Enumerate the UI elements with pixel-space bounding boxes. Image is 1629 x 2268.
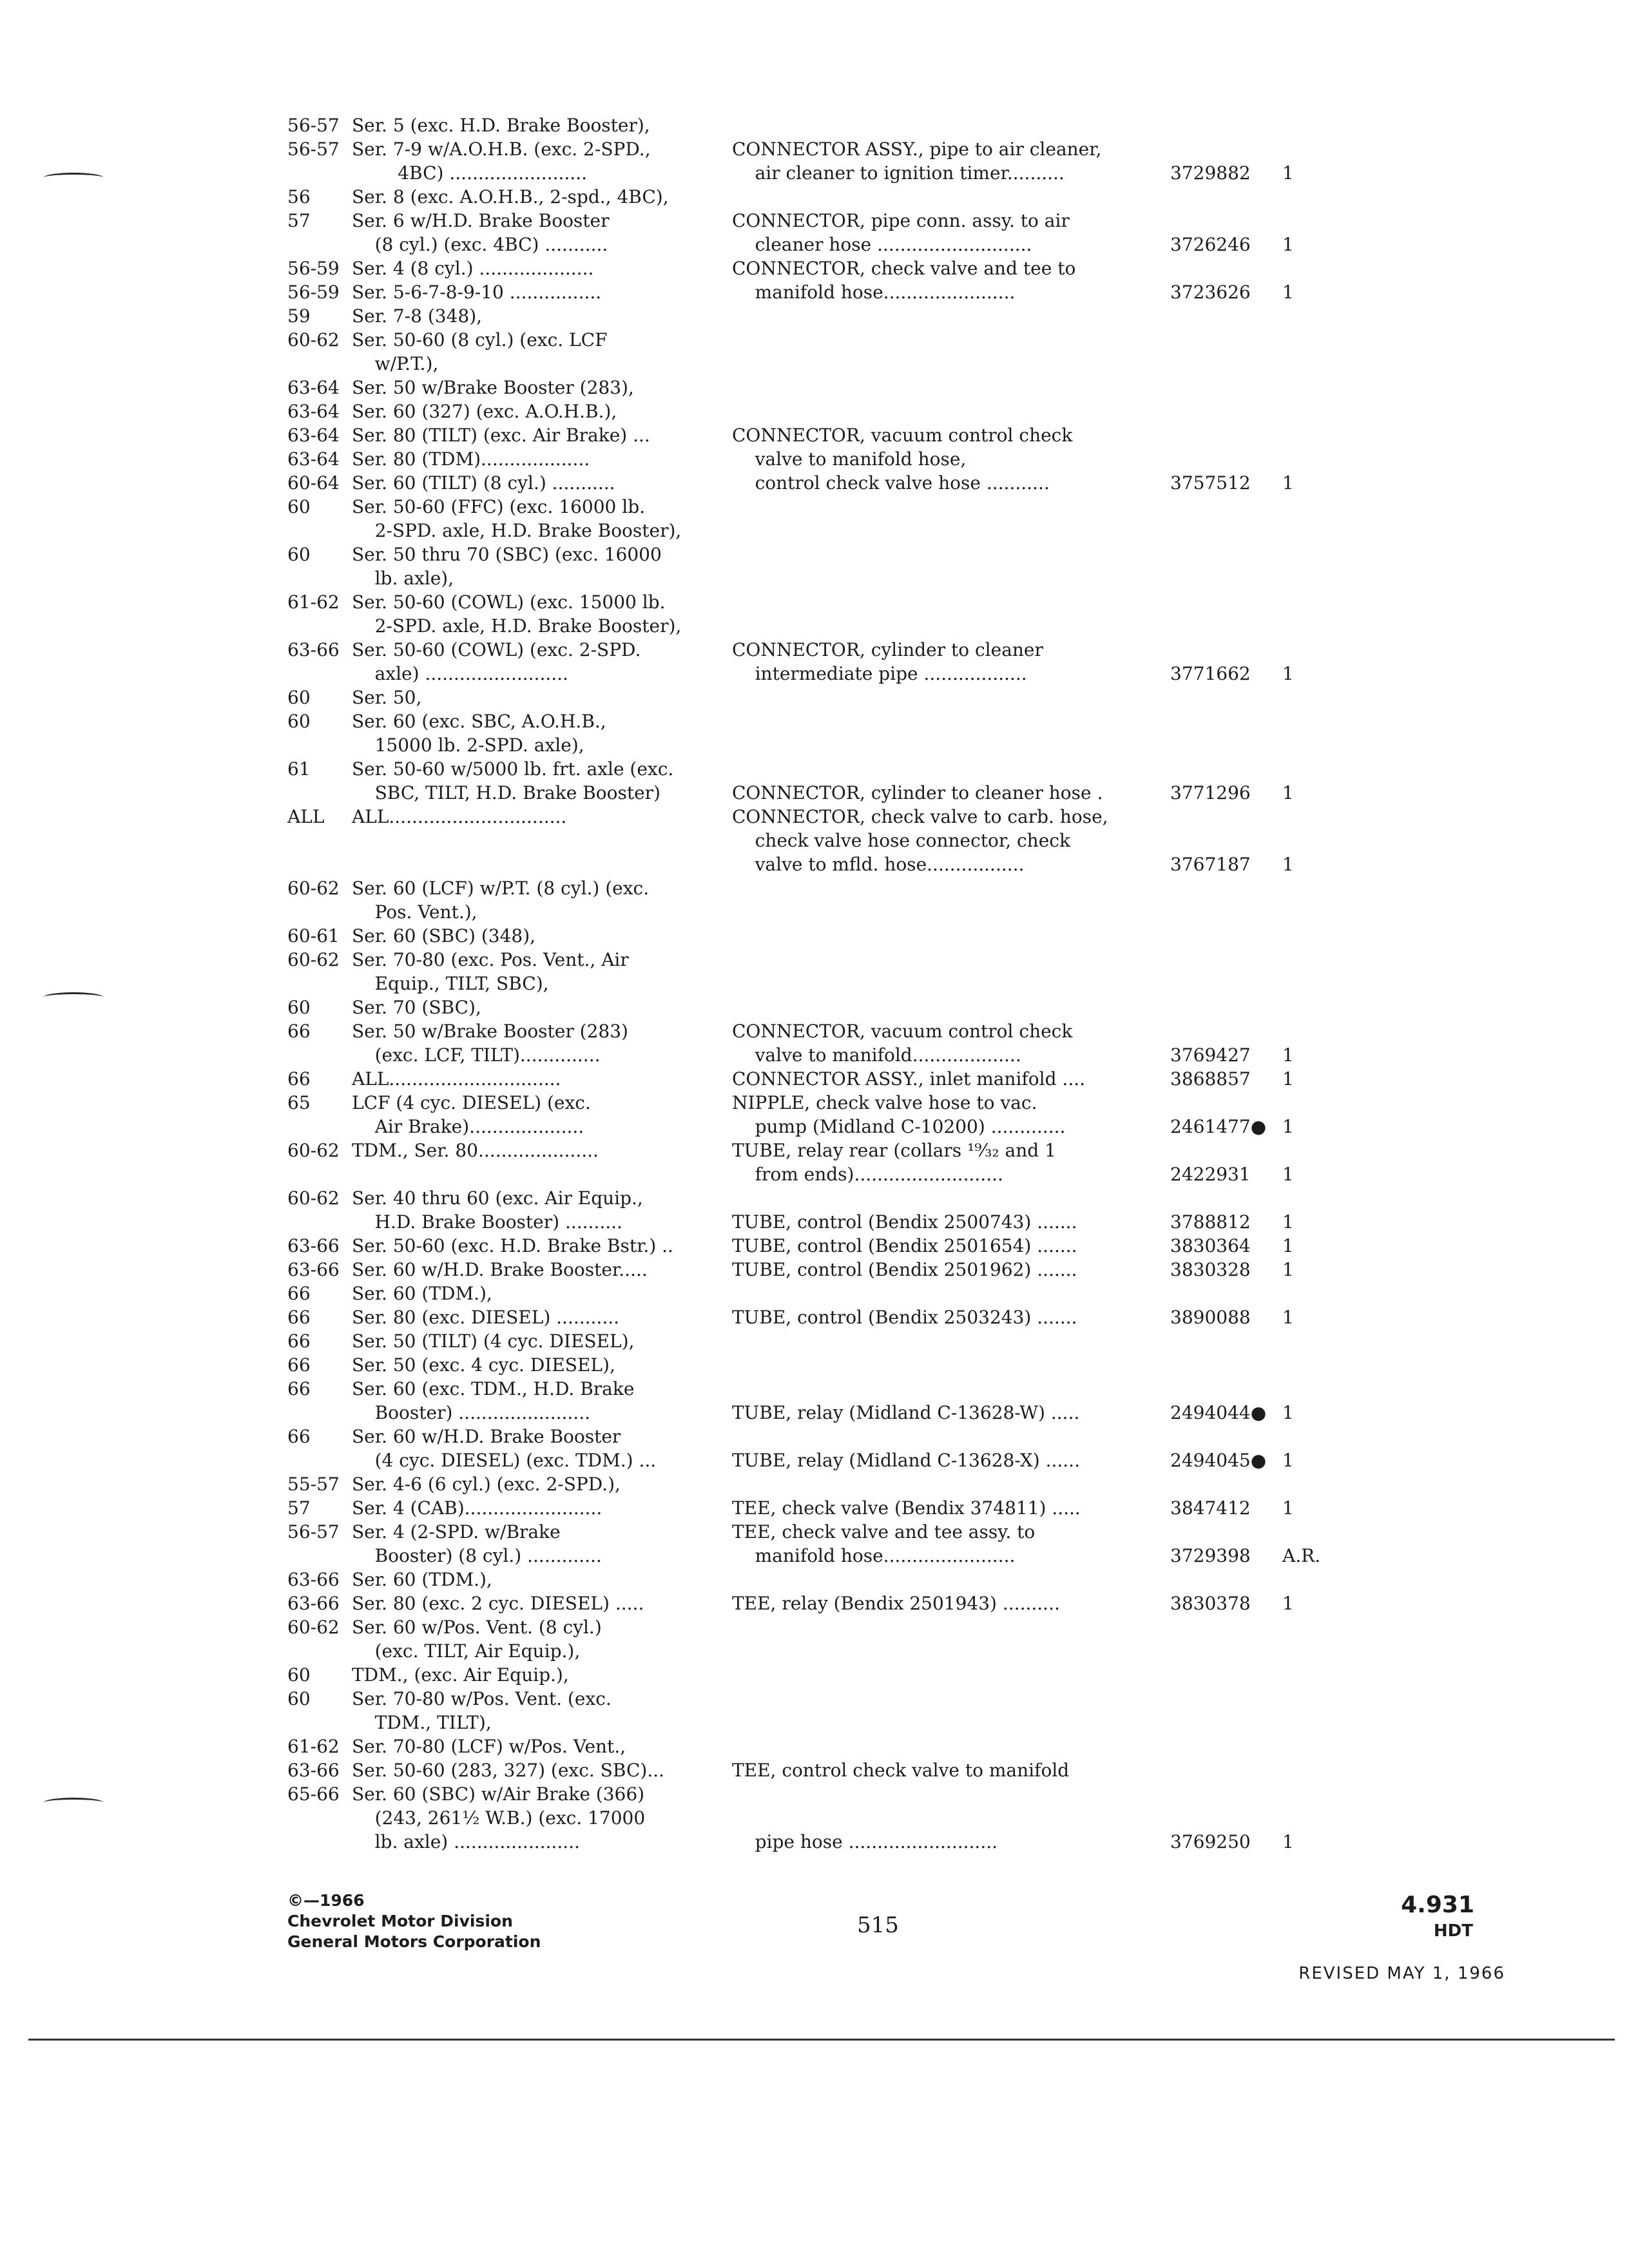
application-cell: Ser. 5 (exc. H.D. Brake Booster), [352,115,650,136]
application-cell: Ser. 50, [352,687,422,708]
application-cell: Ser. 70-80 (exc. Pos. Vent., Air [352,949,629,970]
application-cell: Ser. 4 (CAB)........................ [352,1497,602,1519]
application-cell: Ser. 40 thru 60 (exc. Air Equip., [352,1187,643,1209]
application-cell: Equip., TILT, SBC), [352,973,549,994]
application-cell: Ser. 60 (TDM.), [352,1283,492,1304]
year-cell: 60-62 [287,1617,340,1638]
description-cell: NIPPLE, check valve hose to vac. [732,1092,1037,1113]
application-cell: Ser. 60 (TDM.), [352,1569,492,1590]
description-cell: TUBE, control (Bendix 2501962) ....... [732,1259,1077,1280]
description-cell: TEE, check valve (Bendix 374811) ..... [732,1497,1081,1519]
application-cell: Ser. 6 w/H.D. Brake Booster [352,210,610,231]
description-cell: pipe hose .......................... [732,1831,998,1852]
application-cell: Ser. 60 w/H.D. Brake Booster..... [352,1259,648,1280]
part-number-cell: 3769250 [1170,1831,1251,1852]
corporation-name: General Motors Corporation [287,1932,541,1951]
application-cell: Ser. 80 (exc. DIESEL) ........... [352,1307,620,1328]
description-cell: TEE, control check valve to manifold [732,1760,1070,1781]
application-cell: Ser. 50 (TILT) (4 cyc. DIESEL), [352,1331,635,1352]
part-number-cell: 3788812 [1170,1211,1251,1233]
application-cell: Ser. 50-60 (COWL) (exc. 15000 lb. [352,591,666,613]
quantity-cell: 1 [1282,854,1294,875]
part-number-cell: 3771296 [1170,782,1251,803]
application-cell: Booster) (8 cyl.) ............. [352,1545,602,1566]
year-cell: 60 [287,1688,311,1709]
description-cell: CONNECTOR ASSY., pipe to air cleaner, [732,139,1102,160]
application-cell: Ser. 60 (exc. TDM., H.D. Brake [352,1378,635,1399]
application-cell: Ser. 60 (LCF) w/P.T. (8 cyl.) (exc. [352,878,650,899]
year-cell: 61-62 [287,1736,340,1757]
application-cell: TDM., Ser. 80..................... [352,1140,599,1161]
copyright: ©—1966 [287,1891,365,1910]
year-cell: 66 [287,1354,311,1376]
year-cell: 66 [287,1331,311,1352]
bottom-rule [28,2039,1615,2041]
application-cell: axle) ......................... [352,663,568,684]
quantity-cell: A.R. [1282,1545,1321,1566]
part-number-cell: 3769427 [1170,1044,1251,1066]
application-cell: Ser. 50 (exc. 4 cyc. DIESEL), [352,1354,615,1376]
part-number-cell: 3771662 [1170,663,1251,684]
application-cell: Ser. 50-60 (COWL) (exc. 2-SPD. [352,639,641,660]
section-number: 4.931 [1401,1892,1474,1918]
margin-mark [44,1798,103,1807]
part-number-cell: 3729882 [1170,162,1251,184]
application-cell: (exc. LCF, TILT).............. [352,1044,601,1066]
description-cell: cleaner hose ........................... [732,234,1032,255]
margin-mark [44,173,103,182]
year-cell: 60-61 [287,925,340,947]
year-cell: 65-66 [287,1783,340,1805]
quantity-cell: 1 [1282,162,1294,184]
description-cell: valve to mfld. hose................. [732,854,1025,875]
application-cell: Ser. 50-60 (8 cyl.) (exc. LCF [352,329,608,351]
description-cell: check valve hose connector, check [732,830,1070,851]
application-cell: Ser. 4 (8 cyl.) .................... [352,258,594,279]
year-cell: 63-64 [287,401,340,422]
application-cell: lb. axle), [352,568,454,589]
application-cell: (4 cyc. DIESEL) (exc. TDM.) ... [352,1450,657,1471]
application-cell: Ser. 8 (exc. A.O.H.B., 2-spd., 4BC), [352,186,669,207]
application-cell: ALL.............................. [352,1068,561,1090]
year-cell: 57 [287,1497,311,1519]
year-cell: 65 [287,1092,311,1113]
application-cell: Ser. 70-80 (LCF) w/Pos. Vent., [352,1736,626,1757]
year-cell: 56-57 [287,115,340,136]
application-cell: Ser. 60 w/H.D. Brake Booster [352,1426,621,1447]
part-number-cell: 3757512 [1170,472,1251,494]
year-cell: 60-62 [287,1187,340,1209]
description-cell: from ends).......................... [732,1164,1003,1185]
application-cell: Ser. 50 thru 70 (SBC) (exc. 16000 [352,544,662,565]
year-cell: 60-62 [287,329,340,351]
application-cell: TDM., (exc. Air Equip.), [352,1664,569,1686]
part-number-cell: 2494045● [1170,1450,1267,1471]
application-cell: Ser. 60 (SBC) (348), [352,925,536,947]
part-number-cell: 3890088 [1170,1307,1251,1328]
year-cell: 60 [287,496,311,517]
year-cell: 56 [287,186,311,207]
year-cell: 59 [287,305,311,327]
description-cell: TUBE, control (Bendix 2501654) ....... [732,1235,1077,1256]
year-cell: 63-66 [287,639,340,660]
description-cell: CONNECTOR, vacuum control check [732,1021,1073,1042]
year-cell: 63-66 [287,1259,340,1280]
quantity-cell: 1 [1282,1116,1294,1137]
year-cell: 63-66 [287,1569,340,1590]
description-cell: CONNECTOR, cylinder to cleaner hose . [732,782,1103,803]
description-cell: TEE, relay (Bendix 2501943) .......... [732,1593,1060,1614]
quantity-cell: 1 [1282,1831,1294,1852]
description-cell: CONNECTOR, check valve and tee to [732,258,1076,279]
quantity-cell: 1 [1282,1211,1294,1233]
application-cell: 2-SPD. axle, H.D. Brake Booster), [352,520,682,541]
application-cell: (243, 261½ W.B.) (exc. 17000 [352,1807,646,1829]
year-cell: 56-59 [287,282,340,303]
year-cell: 60 [287,711,311,732]
description-cell: TUBE, control (Bendix 2503243) ....... [732,1307,1077,1328]
application-cell: lb. axle) ...................... [352,1831,580,1852]
publisher-block [287,1890,541,1952]
description-cell: pump (Midland C-10200) ............. [732,1116,1066,1137]
application-cell: Ser. 60 (exc. SBC, A.O.H.B., [352,711,606,732]
year-cell: 60-62 [287,878,340,899]
application-cell: Ser. 50-60 (283, 327) (exc. SBC)... [352,1760,665,1781]
application-cell: (8 cyl.) (exc. 4BC) ........... [352,234,608,255]
quantity-cell: 1 [1282,1402,1294,1423]
application-cell: Air Brake).................... [352,1116,584,1137]
description-cell: control check valve hose ........... [732,472,1050,494]
year-cell: 56-57 [287,1521,340,1542]
part-number-cell: 3723626 [1170,282,1251,303]
application-cell: Ser. 60 w/Pos. Vent. (8 cyl.) [352,1617,602,1638]
margin-mark [44,992,103,1002]
part-number-cell: 2422931 [1170,1164,1251,1185]
year-cell: 60 [287,1664,311,1686]
description-cell: CONNECTOR, cylinder to cleaner [732,639,1043,660]
quantity-cell: 1 [1282,1593,1294,1614]
application-cell: Ser. 50 w/Brake Booster (283), [352,377,634,398]
quantity-cell: 1 [1282,782,1294,803]
part-number-cell: 3767187 [1170,854,1251,875]
application-cell: Ser. 4 (2-SPD. w/Brake [352,1521,561,1542]
description-cell: manifold hose....................... [732,282,1016,303]
part-number-cell: 2461477● [1170,1116,1267,1137]
year-cell: 60-64 [287,472,340,494]
application-cell: Ser. 50-60 (FFC) (exc. 16000 lb. [352,496,646,517]
year-cell: 63-64 [287,448,340,470]
application-cell: Booster) ....................... [352,1402,591,1423]
application-cell: Ser. 60 (327) (exc. A.O.H.B.), [352,401,617,422]
description-cell: air cleaner to ignition timer.......... [732,162,1065,184]
description-cell: TUBE, relay (Midland C-13628-X) ...... [732,1450,1080,1471]
quantity-cell: 1 [1282,1235,1294,1256]
application-cell: ALL............................... [352,806,567,827]
description-cell: TEE, check valve and tee assy. to [732,1521,1036,1542]
year-cell: 60 [287,997,311,1018]
year-cell: 66 [287,1068,311,1090]
year-cell: ALL [287,806,325,827]
application-cell: 2-SPD. axle, H.D. Brake Booster), [352,615,682,637]
description-cell: TUBE, control (Bendix 2500743) ....... [732,1211,1077,1233]
year-cell: 60-62 [287,949,340,970]
application-cell: Ser. 80 (exc. 2 cyc. DIESEL) ..... [352,1593,644,1614]
part-number-cell: 3830328 [1170,1259,1251,1280]
description-cell: CONNECTOR, check valve to carb. hose, [732,806,1108,827]
application-cell: Ser. 80 (TILT) (exc. Air Brake) ... [352,425,650,446]
page-number: 515 [857,1912,899,1938]
quantity-cell: 1 [1282,282,1294,303]
description-cell: CONNECTOR, pipe conn. assy. to air [732,210,1070,231]
part-number-cell: 3847412 [1170,1497,1251,1519]
description-cell: TUBE, relay rear (collars ¹⁹⁄₃₂ and 1 [732,1140,1056,1161]
part-number-cell: 2494044● [1170,1402,1267,1423]
application-cell: Ser. 60 (TILT) (8 cyl.) ........... [352,472,615,494]
description-cell: CONNECTOR, vacuum control check [732,425,1073,446]
application-cell: H.D. Brake Booster) .......... [352,1211,622,1233]
year-cell: 56-59 [287,258,340,279]
quantity-cell: 1 [1282,1044,1294,1066]
application-cell: Ser. 70-80 w/Pos. Vent. (exc. [352,1688,612,1709]
year-cell: 60-62 [287,1140,340,1161]
application-cell: (exc. TILT, Air Equip.), [352,1640,581,1662]
application-cell: 15000 lb. 2-SPD. axle), [352,735,584,756]
year-cell: 66 [287,1426,311,1447]
part-number-cell: 3726246 [1170,234,1251,255]
year-cell: 61-62 [287,591,340,613]
year-cell: 63-64 [287,425,340,446]
description-cell: CONNECTOR ASSY., inlet manifold .... [732,1068,1086,1090]
application-cell: 4BC) ........................ [352,162,587,184]
quantity-cell: 1 [1282,1164,1294,1185]
year-cell: 60 [287,687,311,708]
application-cell: Ser. 7-8 (348), [352,305,483,327]
year-cell: 56-57 [287,139,340,160]
application-cell: Ser. 5-6-7-8-9-10 ................ [352,282,602,303]
quantity-cell: 1 [1282,1259,1294,1280]
application-cell: Pos. Vent.), [352,901,477,923]
year-cell: 57 [287,210,311,231]
year-cell: 66 [287,1307,311,1328]
application-cell: SBC, TILT, H.D. Brake Booster) [352,782,660,803]
quantity-cell: 1 [1282,663,1294,684]
part-number-cell: 3868857 [1170,1068,1251,1090]
year-cell: 55-57 [287,1474,340,1495]
quantity-cell: 1 [1282,1307,1294,1328]
part-number-cell: 3729398 [1170,1545,1251,1566]
application-cell: Ser. 80 (TDM)................... [352,448,590,470]
quantity-cell: 1 [1282,1497,1294,1519]
year-cell: 66 [287,1021,311,1042]
description-cell: valve to manifold hose, [732,448,967,470]
year-cell: 66 [287,1378,311,1399]
application-cell: Ser. 50-60 (exc. H.D. Brake Bstr.) .. [352,1235,673,1256]
quantity-cell: 1 [1282,472,1294,494]
year-cell: 63-64 [287,377,340,398]
year-cell: 63-66 [287,1235,340,1256]
description-cell: intermediate pipe .................. [732,663,1027,684]
application-cell: Ser. 60 (SBC) w/Air Brake (366) [352,1783,645,1805]
application-cell: Ser. 50-60 w/5000 lb. frt. axle (exc. [352,758,674,780]
quantity-cell: 1 [1282,1450,1294,1471]
description-cell: TUBE, relay (Midland C-13628-W) ..... [732,1402,1080,1423]
section-code: HDT [1433,1921,1473,1941]
year-cell: 63-66 [287,1760,340,1781]
quantity-cell: 1 [1282,1068,1294,1090]
part-number-cell: 3830364 [1170,1235,1251,1256]
year-cell: 63-66 [287,1593,340,1614]
quantity-cell: 1 [1282,234,1294,255]
revision-date: REVISED MAY 1, 1966 [1298,1964,1505,1983]
application-cell: Ser. 50 w/Brake Booster (283) [352,1021,628,1042]
description-cell: valve to manifold................... [732,1044,1021,1066]
description-cell: manifold hose....................... [732,1545,1016,1566]
application-cell: LCF (4 cyc. DIESEL) (exc. [352,1092,591,1113]
year-cell: 66 [287,1283,311,1304]
application-cell: Ser. 70 (SBC), [352,997,481,1018]
application-cell: TDM., TILT), [352,1712,492,1733]
division-name: Chevrolet Motor Division [287,1912,513,1930]
year-cell: 60 [287,544,311,565]
part-number-cell: 3830378 [1170,1593,1251,1614]
year-cell: 61 [287,758,311,780]
application-cell: Ser. 7-9 w/A.O.H.B. (exc. 2-SPD., [352,139,651,160]
application-cell: Ser. 4-6 (6 cyl.) (exc. 2-SPD.), [352,1474,621,1495]
application-cell: w/P.T.), [352,353,439,374]
